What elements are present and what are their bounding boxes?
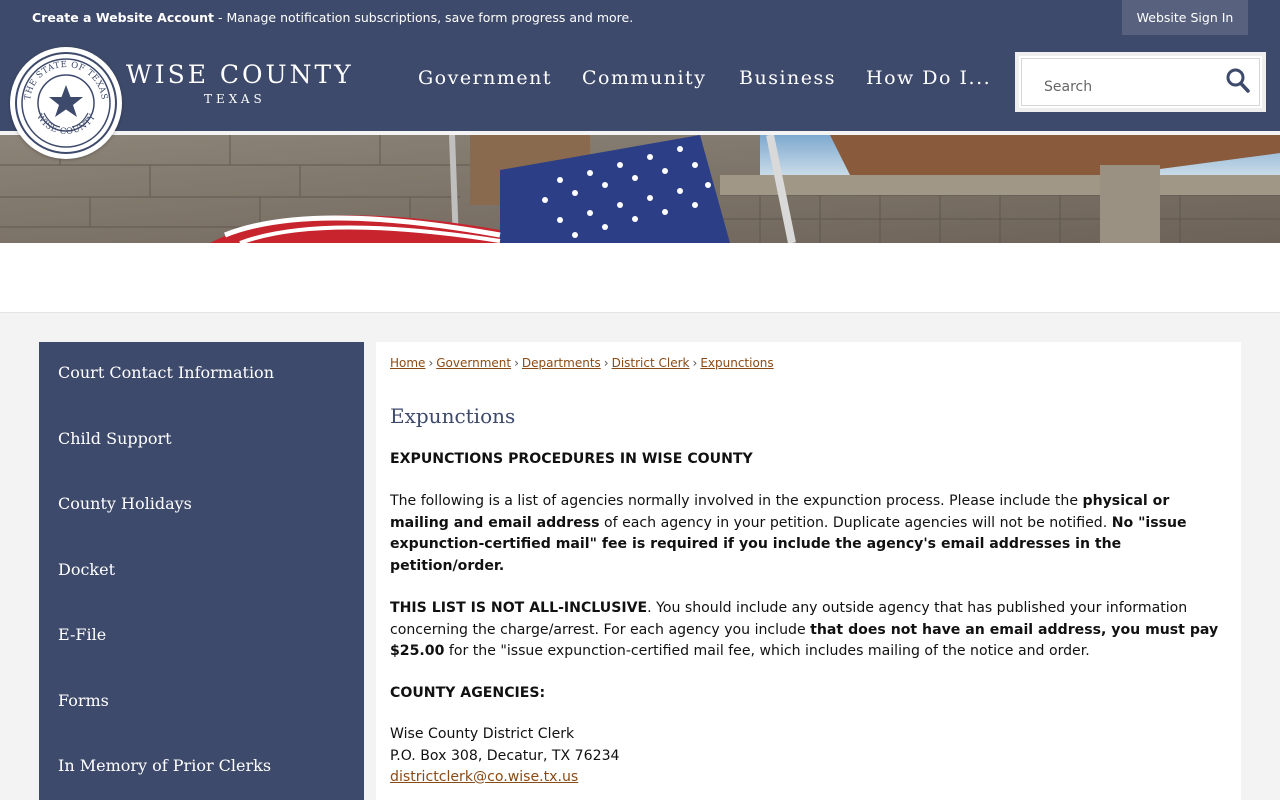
site-title[interactable]: WISE COUNTY bbox=[126, 60, 354, 89]
county-agencies-heading: COUNTY AGENCIES: bbox=[390, 685, 546, 701]
search-icon[interactable] bbox=[1226, 68, 1250, 94]
breadcrumb-district-clerk[interactable]: District Clerk bbox=[611, 356, 690, 370]
banner-image bbox=[0, 135, 1280, 243]
breadcrumb-home[interactable]: Home bbox=[390, 356, 426, 370]
sidebar-item-prior-clerks[interactable]: In Memory of Prior Clerks bbox=[58, 756, 272, 775]
svg-text:WISE COUNTY: WISE COUNTY bbox=[33, 112, 98, 138]
agency-address: P.O. Box 308, Decatur, TX 76234 bbox=[390, 748, 620, 764]
page-title: Expunctions bbox=[390, 404, 516, 428]
seal-icon bbox=[14, 51, 118, 155]
site-subtitle: TEXAS bbox=[204, 92, 266, 106]
inclusion-paragraph: THIS LIST IS NOT ALL-INCLUSIVE. You should include any outside agency that has published your information concerning the charge/arrest. For each agency you include that does not have an email address, you must pay $25.00 for the "issue expunction-certified mail fee, which includes mailing of the notice and order. bbox=[390, 600, 1219, 659]
svg-text:THE STATE OF TEXAS: THE STATE OF TEXAS bbox=[23, 59, 109, 101]
sidebar-item-county-holidays[interactable]: County Holidays bbox=[58, 494, 192, 513]
banner-spacer bbox=[0, 243, 1280, 313]
breadcrumb-departments[interactable]: Departments bbox=[521, 356, 601, 370]
sidebar-item-efile[interactable]: E-File bbox=[58, 625, 107, 644]
breadcrumb-expunctions[interactable]: Expunctions bbox=[700, 356, 774, 370]
search-placeholder: Search bbox=[1044, 79, 1093, 95]
sign-in-button[interactable]: Website Sign In bbox=[1122, 0, 1248, 35]
nav-how-do-i[interactable]: How Do I... bbox=[866, 67, 992, 89]
agency-name: Wise County District Clerk bbox=[390, 726, 575, 742]
sidebar-item-docket[interactable]: Docket bbox=[58, 560, 116, 579]
county-seal-logo[interactable] bbox=[10, 47, 122, 159]
section-heading: EXPUNCTIONS PROCEDURES IN WISE COUNTY bbox=[390, 451, 753, 467]
agency-email-link[interactable]: districtclerk@co.wise.tx.us bbox=[390, 769, 579, 785]
utility-bar bbox=[0, 0, 1280, 35]
breadcrumb-government[interactable]: Government bbox=[436, 356, 512, 370]
nav-community[interactable]: Community bbox=[582, 67, 707, 89]
nav-government[interactable]: Government bbox=[418, 67, 553, 89]
create-account-link[interactable]: Create a Website Account - Manage notification subscriptions, save form progress and more. bbox=[32, 10, 634, 25]
intro-paragraph: The following is a list of agencies normally involved in the expunction process. Please include the physical or mailing and email address of each agency in your petition. Duplicate agencies will not be notified. No "issue expunction-certified mail" fee is required if you include the agency's email addresses in the petition/order. bbox=[390, 493, 1187, 574]
breadcrumb: Home › Government › Departments › District Clerk › Expunctions bbox=[390, 356, 774, 370]
agency-email-row bbox=[390, 767, 1230, 789]
sidebar-item-forms[interactable]: Forms bbox=[58, 691, 109, 710]
search-input[interactable] bbox=[1021, 58, 1260, 106]
sidebar-item-child-support[interactable]: Child Support bbox=[58, 429, 172, 448]
sidebar-item-court-contact[interactable]: Court Contact Information bbox=[58, 363, 274, 382]
nav-business[interactable]: Business bbox=[739, 67, 837, 89]
